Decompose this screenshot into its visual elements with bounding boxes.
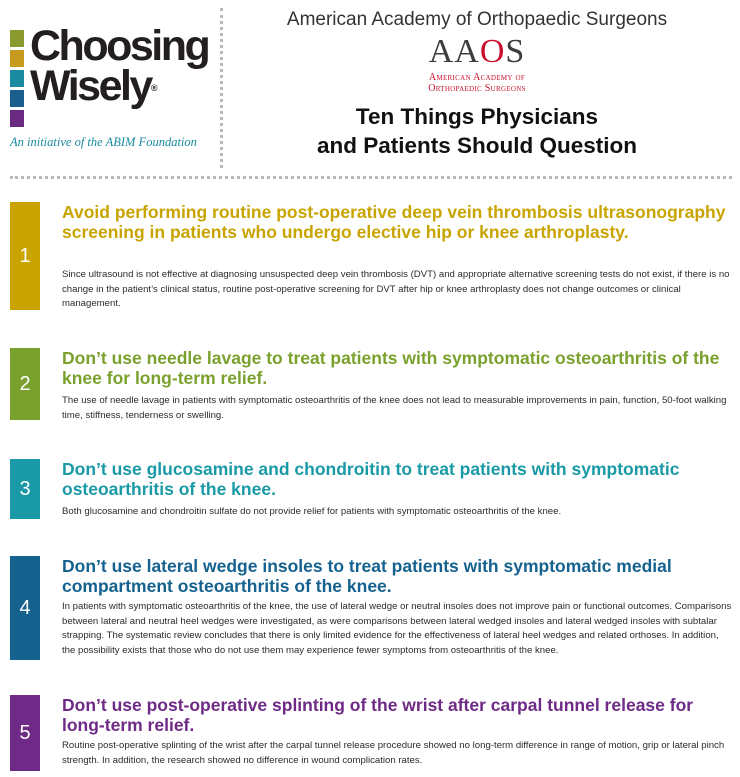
aaos-sub-line-2: Orthopaedic Surgeons (428, 83, 526, 94)
item-title: Don’t use lateral wedge insoles to treat patients with symptomatic medial compartment osteoarthritis of the knee. (62, 556, 672, 596)
aaos-logo (300, 34, 654, 70)
logo-color-bars (10, 30, 24, 130)
item-body: Since ultrasound is not effective at diagnosing unsuspected deep vein thrombosis (DVT) and appropriate alternative screening tests do not exist, if there is no change in the patient’s clinical status, routine post-operative screening for DVT after hip or knee arthroplasty does not change outcomes or clinical management. (62, 269, 730, 310)
logo-line-2: Wisely (30, 62, 151, 110)
item-number-badge: 1 (10, 202, 40, 310)
aaos-logo-prefix: AA (428, 33, 480, 70)
item-title: Don’t use glucosamine and chondroitin to treat patients with symptomatic osteoarthritis of the knee. (62, 459, 680, 499)
item-title: Don’t use post-operative splinting of the wrist after carpal tunnel release for long-term relief. (62, 695, 694, 735)
registered-mark: ® (150, 83, 158, 93)
choosing-wisely-logo (10, 22, 210, 156)
page-title (230, 102, 724, 160)
vertical-dotted-divider (220, 8, 223, 168)
aaos-logo-suffix: S (505, 33, 526, 70)
page-title-line-1: Ten Things Physicians (355, 104, 599, 129)
item-body: The use of needle lavage in patients with symptomatic osteoarthritis of the knee does not lead to measurable improvements in pain, function, 50-foot walking time, stiffness, tenderness or swelling. (62, 395, 727, 421)
horizontal-dotted-divider (10, 176, 732, 179)
org-name: American Academy of Orthopaedic Surgeons (286, 9, 668, 30)
item-number-badge: 3 (10, 459, 40, 519)
logo-line-1: Choosing (30, 22, 209, 70)
recommendation-item (10, 459, 735, 519)
aaos-sub-line-1: American Academy of (428, 72, 526, 83)
recommendation-item (10, 202, 735, 310)
logo-bar (10, 30, 24, 47)
recommendation-item (10, 556, 735, 660)
page-header (0, 0, 740, 172)
item-title: Avoid performing routine post-operative deep vein thrombosis ultrasonography screening in patients who undergo elective hip or knee arthroplasty. (62, 202, 726, 242)
logo-bar (10, 50, 24, 67)
item-body: In patients with symptomatic osteoarthritis of the knee, the use of lateral wedge or neutral insoles does not improve pain or functional outcomes. Comparisons between lateral and neutral heel wedges were investigated, as were comparisons between lateral wedged insoles and lateral wedged insoles with subtalar strapping. The systematic review concludes that there is only limited evidence for the effectiveness of lateral heel wedges and related orthoses. In addition, the possibility exists that those who do not use them may experience fewer symptoms from osteoarthritis of the knee. (62, 601, 732, 656)
logo-bar (10, 90, 24, 107)
aaos-logo-subtitle (300, 72, 654, 94)
item-body: Both glucosamine and chondroitin sulfate do not provide relief for patients with symptomatic osteoarthritis of the knee. (62, 506, 562, 517)
aaos-logo-o: O (479, 33, 506, 70)
logo-wordmark (30, 22, 209, 110)
page-title-line-2: and Patients Should Question (316, 133, 638, 158)
item-body: Routine post-operative splinting of the wrist after the carpal tunnel release procedure showed no long-term difference in range of motion, grip or lateral pinch strength. In addition, the research showed no difference in wound complication rates. (62, 740, 725, 766)
recommendation-item (10, 348, 735, 420)
item-number-badge: 2 (10, 348, 40, 420)
logo-tagline: An initiative of the ABIM Foundation (10, 135, 197, 149)
item-number-badge: 4 (10, 556, 40, 660)
logo-bar (10, 110, 24, 127)
item-number-badge: 5 (10, 695, 40, 771)
item-title: Don’t use needle lavage to treat patients with symptomatic osteoarthritis of the knee for long-term relief. (62, 348, 720, 388)
recommendation-item (10, 695, 735, 771)
logo-bar (10, 70, 24, 87)
